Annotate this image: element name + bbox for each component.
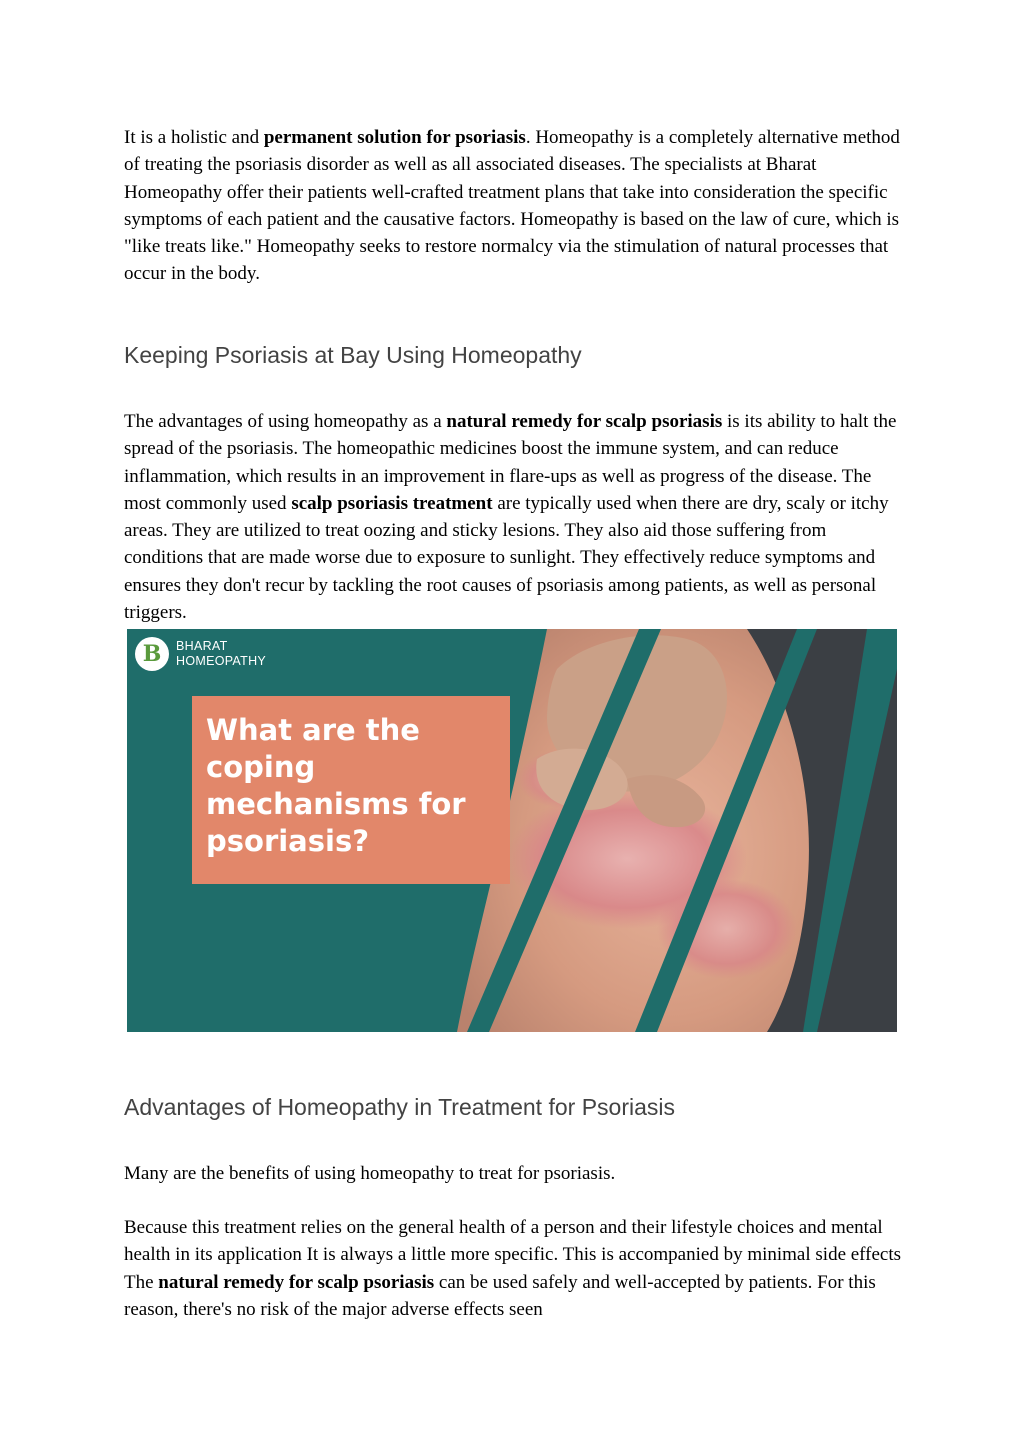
bold-phrase: natural remedy for scalp psoriasis (446, 411, 723, 432)
bold-phrase: natural remedy for scalp psoriasis (158, 1271, 435, 1293)
logo-text: BHARAT HOMEOPATHY (176, 639, 267, 668)
bold-phrase: scalp psoriasis treatment (291, 492, 493, 514)
banner-title: What are the coping mechanisms for psoriasis? (206, 713, 466, 858)
benefits-paragraph: Many are the benefits of using homeopathy to treat for psoriasis. (124, 1163, 616, 1184)
intro-paragraph: It is a holistic and permanent solution for psoriasis. Homeopathy is a completely alternative method of treating the psoriasis disorder as well as all associated diseases. The specialists at Bharat Homeopathy offer their patients well-crafted treatment plans that take into consideration the specific symptoms of each patient and the causative factors. Homeopathy is based on the law of cure, which is "like treats like." Homeopathy seeks to restore normalcy via the stimulation of natural processes that occur in the body. (124, 127, 900, 285)
bold-phrase: permanent solution for psoriasis (263, 127, 526, 148)
logo-icon: B (135, 637, 169, 671)
treatment-paragraph: Because this treatment relies on the general health of a person and their lifestyle choices and mental health in its application It is always a little more specific. This is accompanied by minimal side effects The natural remedy for scalp psoriasis can be used safely and well-accepted by patients. For this reason, there's no risk of the major adverse effects seen (124, 1217, 902, 1320)
section-heading-keeping-psoriasis: Keeping Psoriasis at Bay Using Homeopathy (124, 342, 582, 368)
advantages-paragraph: The advantages of using homeopathy as a natural remedy for scalp psoriasis is its ability to halt the spread of the psoriasis. The homeopathic medicines boost the immune system, and can reduce inflammation, which results in an improvement in flare-ups as well as progress of the disease. The most commonly used scalp psoriasis treatment are typically used when there are dry, scaly or itchy areas. They are utilized to treat oozing and sticky lesions. They also aid those suffering from conditions that are made worse due to exposure to sunlight. They effectively reduce symptoms and ensures they don't recur by tackling the root causes of psoriasis among patients, as well as personal triggers. (124, 411, 897, 624)
banner-image (127, 629, 897, 1032)
banner-title-box (192, 696, 510, 884)
bharat-homeopathy-logo (135, 637, 266, 671)
section-heading-advantages: Advantages of Homeopathy in Treatment for Psoriasis (124, 1094, 676, 1120)
